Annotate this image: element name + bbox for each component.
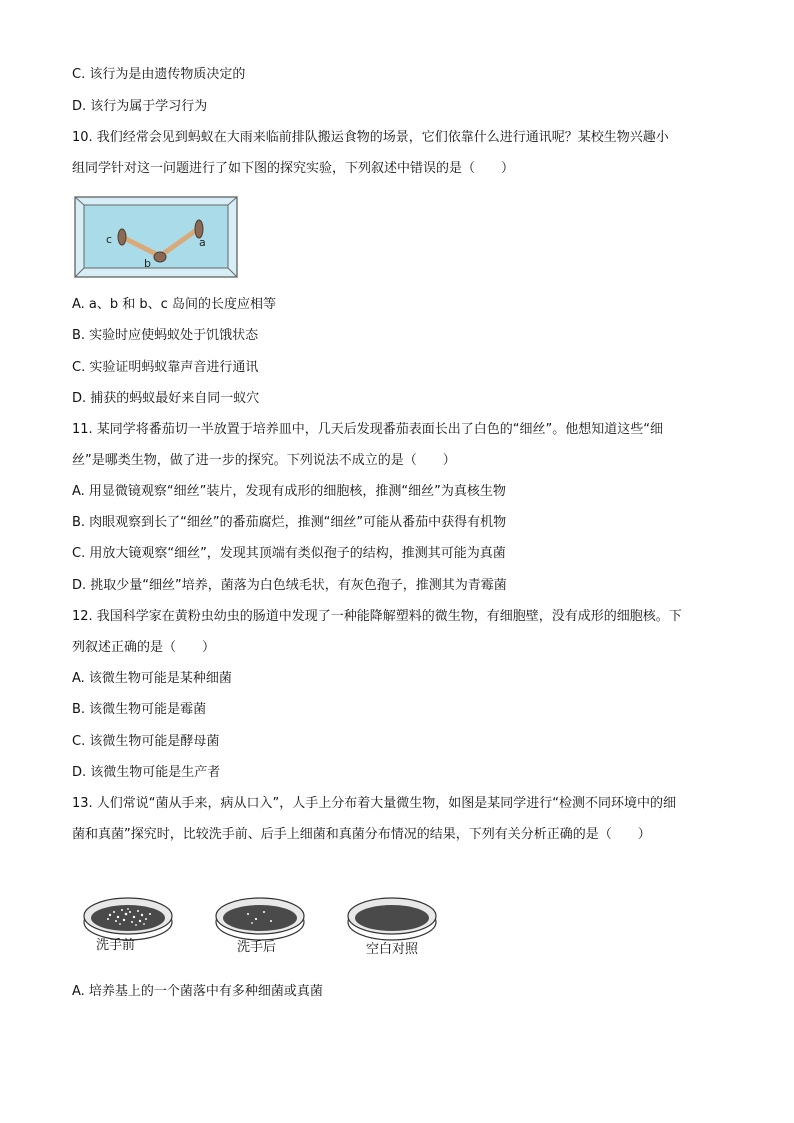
q11-stem-line1: 11. 某同学将番茄切一半放置于培养皿中，几天后发现番茄表面长出了白色的“细丝”。他想知道这些“细 — [72, 422, 664, 437]
q13-option-a: A. 培养基上的一个菌落中有多种细菌或真菌 — [72, 984, 323, 999]
q13-stem-line2: 菌和真菌”探究时，比较洗手前、后手上细菌和真菌分布情况的结果，下列有关分析正确的是（ ） — [72, 827, 651, 842]
dish-label-before: 洗手前 — [96, 938, 136, 953]
q11-option-c: C. 用放大镜观察“细丝”，发现其顶端有类似孢子的结构，推测其可能为真菌 — [72, 546, 506, 561]
island-label-a: a — [199, 236, 206, 249]
q11-option-a: A. 用显微镜观察“细丝”装片，发现有成形的细胞核，推测“细丝”为真核生物 — [72, 484, 506, 499]
q12-option-b: B. 该微生物可能是霉菌 — [72, 702, 207, 717]
dish-label-control: 空白对照 — [366, 942, 419, 957]
q12-option-d: D. 该微生物可能是生产者 — [72, 765, 221, 780]
petri-dish-control — [348, 898, 436, 940]
q10-stem-line1: 10. 我们经常会见到蚂蚁在大雨来临前排队搬运食物的场景，它们依靠什么进行通讯呢？某校生物兴趣小 — [72, 130, 669, 145]
q9-option-c: C. 该行为是由遗传物质决定的 — [72, 67, 246, 82]
q10-stem-line2: 组同学针对这一问题进行了如下图的探究实验，下列叙述中错误的是（ ） — [72, 161, 515, 176]
q12-option-a: A. 该微生物可能是某种细菌 — [72, 671, 232, 686]
q10-option-a: A. a、b 和 b、c 岛间的长度应相等 — [72, 297, 276, 312]
petri-dish-after — [216, 898, 304, 940]
island-label-c: c — [106, 233, 113, 246]
q9-option-d: D. 该行为属于学习行为 — [72, 99, 208, 114]
q12-option-c: C. 该微生物可能是酵母菌 — [72, 734, 220, 749]
q10-option-d: D. 捕获的蚂蚁最好来自同一蚁穴 — [72, 391, 260, 406]
dish-label-after: 洗手后 — [237, 940, 277, 955]
q10-option-b: B. 实验时应使蚂蚁处于饥饿状态 — [72, 328, 259, 343]
q12-stem-line2: 列叙述正确的是（ ） — [72, 640, 216, 655]
island-label-b: b — [144, 257, 151, 270]
ant-experiment-figure — [74, 196, 238, 278]
q13-stem-line1: 13. 人们常说“菌从手来，病从口入”，人手上分布着大量微生物，如图是某同学进行“检测不同环境中的细 — [72, 796, 677, 811]
q11-stem-line2: 丝”是哪类生物，做了进一步的探究。下列说法不成立的是（ ） — [72, 453, 456, 468]
q10-option-c: C. 实验证明蚂蚁靠声音进行通讯 — [72, 360, 259, 375]
q12-stem-line1: 12. 我国科学家在黄粉虫幼虫的肠道中发现了一种能降解塑料的微生物，有细胞壁，没有成形的细胞核。下 — [72, 609, 682, 624]
q11-option-d: D. 挑取少量“细丝”培养，菌落为白色绒毛状，有灰色孢子，推测其为青霉菌 — [72, 578, 507, 593]
q11-option-b: B. 肉眼观察到长了“细丝”的番茄腐烂，推测“细丝”可能从番茄中获得有机物 — [72, 515, 507, 530]
